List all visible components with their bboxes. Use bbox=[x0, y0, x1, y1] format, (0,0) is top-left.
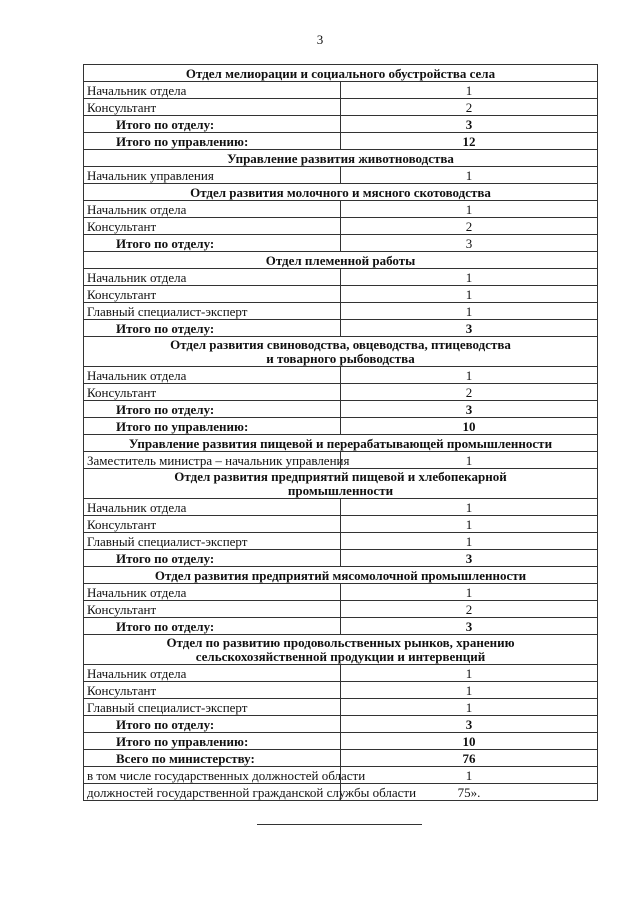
section-heading bbox=[84, 469, 598, 499]
section-heading-row bbox=[84, 65, 598, 82]
position-count: 1 bbox=[341, 767, 598, 784]
position-count: 1 bbox=[341, 452, 598, 469]
position-name: Начальник отдела bbox=[84, 584, 341, 601]
total-label: Итого по отделу: bbox=[84, 716, 341, 733]
position-row bbox=[84, 269, 598, 286]
position-name: должностей государственной гражданской службы области bbox=[84, 784, 341, 801]
position-name: Консультант bbox=[84, 601, 341, 618]
total-count: 10 bbox=[341, 733, 598, 750]
total-label: Итого по отделу: bbox=[84, 401, 341, 418]
position-name: в том числе государственных должностей области bbox=[84, 767, 341, 784]
total-count: 3 bbox=[341, 716, 598, 733]
total-row bbox=[84, 401, 598, 418]
position-row bbox=[84, 218, 598, 235]
total-label: Итого по отделу: bbox=[84, 618, 341, 635]
position-name: Начальник отдела bbox=[84, 201, 341, 218]
position-row bbox=[84, 584, 598, 601]
section-heading: Отдел племенной работы bbox=[84, 252, 598, 269]
total-count: 76 bbox=[341, 750, 598, 767]
position-row bbox=[84, 767, 598, 784]
total-label: Итого по отделу: bbox=[84, 116, 341, 133]
section-heading-row bbox=[84, 635, 598, 665]
position-row bbox=[84, 286, 598, 303]
position-row bbox=[84, 367, 598, 384]
section-heading-line: Отдел развития предприятий пищевой и хлебопекарной bbox=[174, 469, 507, 484]
position-row bbox=[84, 167, 598, 184]
position-row bbox=[84, 452, 598, 469]
position-count: 2 bbox=[341, 601, 598, 618]
staff-table bbox=[83, 64, 598, 801]
position-count: 1 bbox=[341, 516, 598, 533]
position-count: 1 bbox=[341, 533, 598, 550]
position-count: 2 bbox=[341, 384, 598, 401]
position-name: Начальник управления bbox=[84, 167, 341, 184]
total-label: Итого по отделу: bbox=[84, 320, 341, 337]
position-count: 2 bbox=[341, 218, 598, 235]
section-heading: Отдел мелиорации и социального обустройства села bbox=[84, 65, 598, 82]
position-count: 1 bbox=[341, 303, 598, 320]
position-row bbox=[84, 384, 598, 401]
position-row bbox=[84, 665, 598, 682]
position-count: 1 bbox=[341, 367, 598, 384]
total-row bbox=[84, 550, 598, 567]
position-name: Консультант bbox=[84, 99, 341, 116]
position-row bbox=[84, 516, 598, 533]
total-row bbox=[84, 116, 598, 133]
position-name: Главный специалист-эксперт bbox=[84, 303, 341, 320]
total-label: Итого по управлению: bbox=[84, 133, 341, 150]
total-label: Итого по управлению: bbox=[84, 733, 341, 750]
position-row bbox=[84, 699, 598, 716]
total-count: 3 bbox=[341, 235, 598, 252]
total-row bbox=[84, 235, 598, 252]
position-name: Консультант bbox=[84, 516, 341, 533]
section-heading-row bbox=[84, 469, 598, 499]
total-label: Всего по министерству: bbox=[84, 750, 341, 767]
total-count: 3 bbox=[341, 401, 598, 418]
total-row bbox=[84, 618, 598, 635]
position-name: Начальник отдела bbox=[84, 665, 341, 682]
position-count: 1 bbox=[341, 82, 598, 99]
total-row bbox=[84, 133, 598, 150]
section-heading-line: Отдел по развитию продовольственных рынков, хранению bbox=[166, 635, 515, 650]
section-heading-line: промышленности bbox=[287, 483, 394, 498]
section-heading-line: сельскохозяйственной продукции и интервенций bbox=[195, 649, 486, 664]
position-count: 1 bbox=[341, 682, 598, 699]
total-count: 10 bbox=[341, 418, 598, 435]
position-count: 2 bbox=[341, 99, 598, 116]
position-name: Начальник отдела bbox=[84, 269, 341, 286]
position-row bbox=[84, 682, 598, 699]
section-heading bbox=[84, 337, 598, 367]
section-heading-row bbox=[84, 337, 598, 367]
total-count: 3 bbox=[341, 550, 598, 567]
position-count: 1 bbox=[341, 499, 598, 516]
section-heading-line: и товарного рыбоводства bbox=[266, 351, 415, 366]
position-name: Начальник отдела bbox=[84, 367, 341, 384]
total-row bbox=[84, 320, 598, 337]
total-row bbox=[84, 750, 598, 767]
section-heading: Управление развития животноводства bbox=[84, 150, 598, 167]
section-heading-line: Отдел развития свиноводства, овцеводства, птицеводства bbox=[170, 337, 511, 352]
position-count: 1 bbox=[341, 699, 598, 716]
position-row bbox=[84, 499, 598, 516]
position-row bbox=[84, 533, 598, 550]
position-name: Начальник отдела bbox=[84, 82, 341, 99]
section-heading-row bbox=[84, 567, 598, 584]
position-name: Главный специалист-эксперт bbox=[84, 533, 341, 550]
position-count: 1 bbox=[341, 269, 598, 286]
position-row bbox=[84, 201, 598, 218]
section-heading-row bbox=[84, 184, 598, 201]
position-count: 1 bbox=[341, 167, 598, 184]
position-count: 1 bbox=[341, 665, 598, 682]
total-row bbox=[84, 733, 598, 750]
position-row bbox=[84, 601, 598, 618]
position-count: 1 bbox=[341, 584, 598, 601]
section-heading-row bbox=[84, 252, 598, 269]
position-name: Главный специалист-эксперт bbox=[84, 699, 341, 716]
total-row bbox=[84, 418, 598, 435]
section-heading: Отдел развития молочного и мясного скотоводства bbox=[84, 184, 598, 201]
section-heading bbox=[84, 635, 598, 665]
position-name: Заместитель министра – начальник управления bbox=[84, 452, 341, 469]
position-name: Консультант bbox=[84, 682, 341, 699]
total-label: Итого по отделу: bbox=[84, 550, 341, 567]
position-row bbox=[84, 82, 598, 99]
total-row bbox=[84, 716, 598, 733]
position-row bbox=[84, 784, 598, 801]
position-name: Начальник отдела bbox=[84, 499, 341, 516]
total-label: Итого по отделу: bbox=[84, 235, 341, 252]
position-count: 1 bbox=[341, 286, 598, 303]
section-heading: Управление развития пищевой и перерабатывающей промышленности bbox=[84, 435, 598, 452]
position-count: 1 bbox=[341, 201, 598, 218]
section-heading-row bbox=[84, 150, 598, 167]
position-row bbox=[84, 99, 598, 116]
position-name: Консультант bbox=[84, 384, 341, 401]
section-heading-row bbox=[84, 435, 598, 452]
position-count: 75». bbox=[341, 784, 598, 801]
total-label: Итого по управлению: bbox=[84, 418, 341, 435]
total-count: 3 bbox=[341, 320, 598, 337]
position-name: Консультант bbox=[84, 286, 341, 303]
staff-table-body bbox=[84, 65, 598, 801]
page-number: 3 bbox=[316, 32, 324, 47]
section-heading: Отдел развития предприятий мясомолочной промышленности bbox=[84, 567, 598, 584]
footer-divider bbox=[257, 824, 422, 825]
position-row bbox=[84, 303, 598, 320]
total-count: 3 bbox=[341, 116, 598, 133]
total-count: 3 bbox=[341, 618, 598, 635]
total-count: 12 bbox=[341, 133, 598, 150]
position-name: Консультант bbox=[84, 218, 341, 235]
